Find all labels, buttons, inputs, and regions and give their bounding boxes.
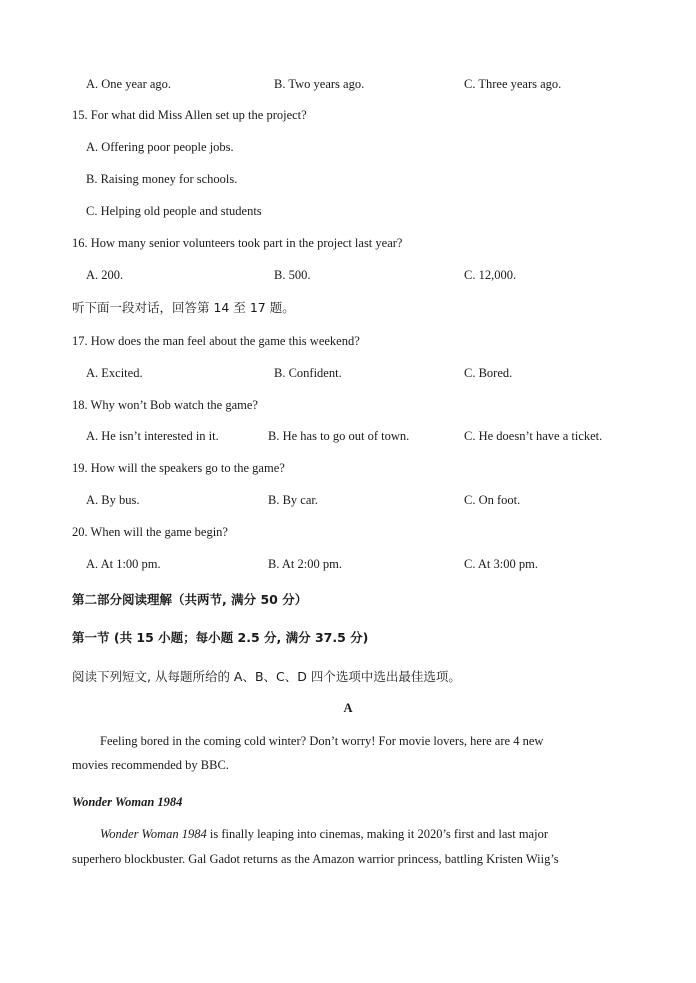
q18-option-a[interactable]: A. He isn’t interested in it.: [86, 429, 219, 443]
q18-question: 18. Why won’t Bob watch the game?: [72, 398, 258, 412]
section1-heading: 第一节 (共 15 小题；每小题 2.5 分, 满分 37.5 分): [72, 630, 369, 645]
q15-option-c[interactable]: C. Helping old people and students: [86, 204, 262, 218]
q17-option-b[interactable]: B. Confident.: [274, 366, 342, 380]
passage-intro-line-1: [0, 731, 696, 751]
movie1-title: Wonder Woman 1984: [72, 795, 183, 809]
q19-option-b[interactable]: B. By car.: [268, 493, 318, 507]
q19-option-c[interactable]: C. On foot.: [464, 493, 521, 507]
q18-option-c[interactable]: C. He doesn’t have a ticket.: [464, 429, 603, 443]
passage-letter-row: [0, 698, 696, 718]
listening-instruction: 听下面一段对话，回答第 14 至 17 题。: [72, 300, 295, 315]
part2-heading: 第二部分阅读理解（共两节, 满分 50 分）: [72, 592, 308, 607]
q17-question: 17. How does the man feel about the game this weekend?: [72, 334, 360, 348]
q14-option-a[interactable]: A. One year ago.: [86, 77, 172, 91]
movie1-text-line-1-rest: is finally leaping into cinemas, making it 2020’s first and last major: [206, 827, 548, 841]
q17-option-c[interactable]: C. Bored.: [464, 366, 513, 380]
q15-option-a[interactable]: A. Offering poor people jobs.: [86, 140, 234, 154]
q17-question-row: [0, 331, 696, 351]
q19-question-row: [0, 458, 696, 478]
passage-intro-text-2: movies recommended by BBC.: [72, 758, 229, 772]
q14-options-row: [0, 74, 696, 94]
q19-question: 19. How will the speakers go to the game?: [72, 461, 285, 475]
q16-question-row: [0, 233, 696, 253]
movie1-text-line-1: [0, 824, 696, 844]
q18-options-row: [0, 426, 696, 446]
q20-question: 20. When will the game begin?: [72, 525, 228, 539]
passage-intro-text-1: Feeling bored in the coming cold winter? Don’t worry! For movie lovers, here are 4 new: [100, 734, 544, 748]
part2-heading-row: [0, 590, 696, 610]
q18-question-row: [0, 395, 696, 415]
movie1-text-line-1-content: [100, 824, 548, 844]
q15-option-b[interactable]: B. Raising money for schools.: [86, 172, 238, 186]
q16-option-c[interactable]: C. 12,000.: [464, 268, 517, 282]
q14-option-b[interactable]: B. Two years ago.: [274, 77, 365, 91]
movie1-text-line-2: [0, 849, 696, 869]
passage-intro-line-2: [0, 755, 696, 775]
q20-question-row: [0, 522, 696, 542]
passage-letter: A: [343, 701, 353, 715]
q20-option-b[interactable]: B. At 2:00 pm.: [268, 557, 342, 571]
q20-options-row: [0, 554, 696, 574]
listening-instruction-row: [0, 298, 696, 318]
reading-instruction-row: [0, 667, 696, 687]
q15-option-a-row: [0, 137, 696, 157]
movie1-text-line-2-content: superhero blockbuster. Gal Gadot returns as the Amazon warrior princess, battling Kristen Wiig’s: [72, 852, 559, 866]
q15-question-row: [0, 105, 696, 125]
q19-options-row: [0, 490, 696, 510]
q15-question: 15. For what did Miss Allen set up the project?: [72, 108, 307, 122]
q19-option-a[interactable]: A. By bus.: [86, 493, 140, 507]
q16-option-b[interactable]: B. 500.: [274, 268, 311, 282]
q16-options-row: [0, 265, 696, 285]
q17-options-row: [0, 363, 696, 383]
q18-option-b[interactable]: B. He has to go out of town.: [268, 429, 410, 443]
q15-option-b-row: [0, 169, 696, 189]
q16-option-a[interactable]: A. 200.: [86, 268, 124, 282]
q16-question: 16. How many senior volunteers took part in the project last year?: [72, 236, 403, 250]
q17-option-a[interactable]: A. Excited.: [86, 366, 143, 380]
q20-option-c[interactable]: C. At 3:00 pm.: [464, 557, 538, 571]
q15-option-c-row: [0, 201, 696, 221]
movie1-title-row: [0, 792, 696, 812]
section1-heading-row: [0, 628, 696, 648]
q20-option-a[interactable]: A. At 1:00 pm.: [86, 557, 161, 571]
reading-instruction: 阅读下列短文, 从每题所给的 A、B、C、D 四个选项中选出最佳选项。: [72, 669, 461, 684]
movie1-title-reference: Wonder Woman 1984: [100, 827, 207, 841]
q14-option-c[interactable]: C. Three years ago.: [464, 77, 562, 91]
